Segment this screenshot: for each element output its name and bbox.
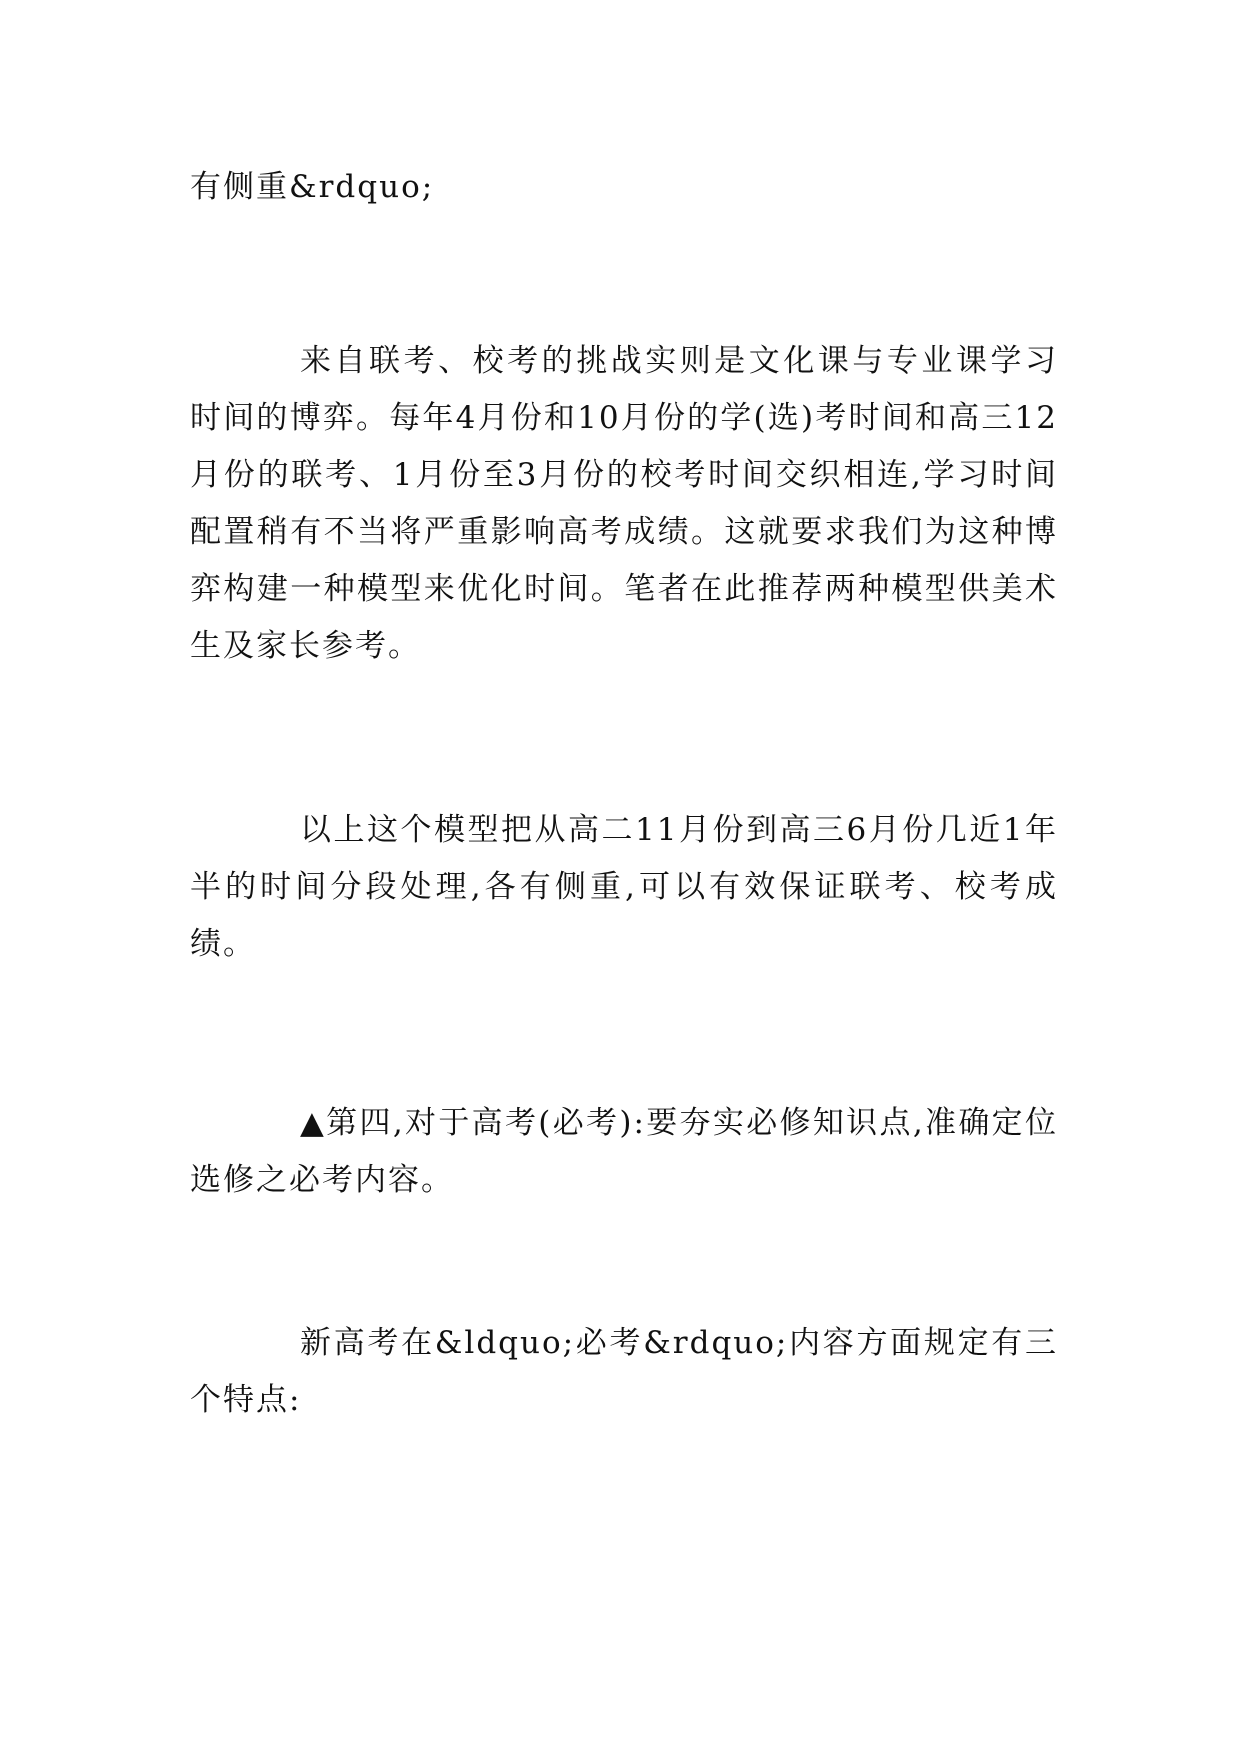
paragraph-section-four-heading: ▲第四,对于高考(必考):要夯实必修知识点,准确定位选修之必考内容。 bbox=[190, 1105, 1058, 1198]
paragraph-continuation: 有侧重&rdquo; bbox=[190, 169, 435, 205]
paragraph-required-exam-features: 新高考在&ldquo;必考&rdquo;内容方面规定有三个特点: bbox=[190, 1325, 1058, 1418]
paragraph-exam-challenge: 来自联考、校考的挑战实则是文化课与专业课学习时间的博弈。每年4月份和10月份的学(选)考时间和高三12月份的联考、1月份至3月份的校考时间交织相连,学习时间配置稍有不当将严重影响高考成绩。这就要求我们为这种博弈构建一种模型来优化时间。笔者在此推荐两种模型供美术生及家长参考。 bbox=[190, 343, 1058, 664]
paragraph-model-summary: 以上这个模型把从高二11月份到高三6月份几近1年半的时间分段处理,各有侧重,可以有效保证联考、校考成绩。 bbox=[190, 812, 1058, 962]
